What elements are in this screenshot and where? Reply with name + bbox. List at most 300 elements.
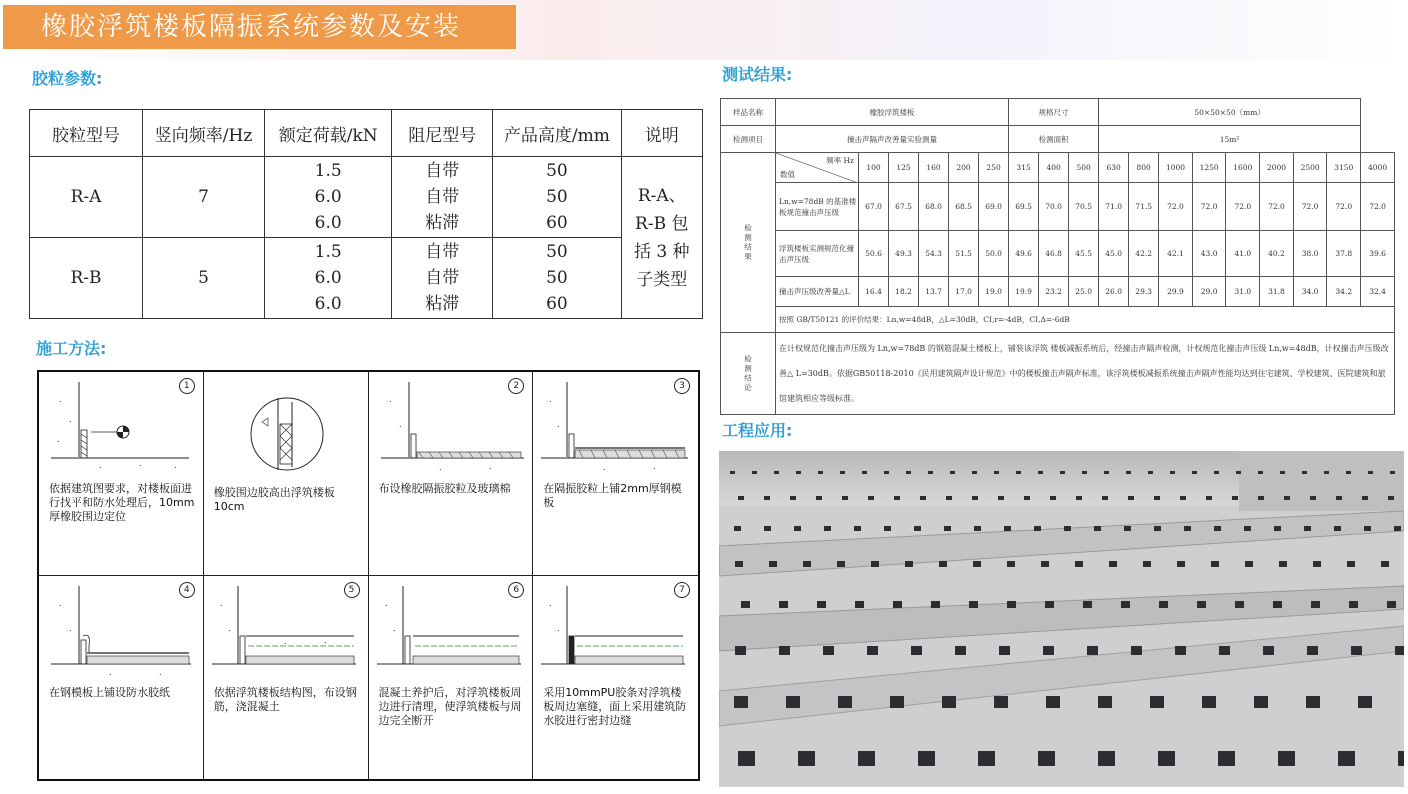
step-caption: 采用10mmPU胶条对浮筑楼板周边塞缝，面上采用建筑防水胶进行密封边缝: [543, 685, 687, 727]
isolator-block: [1279, 561, 1287, 567]
isolator-block: [1060, 471, 1065, 474]
isolator-block: [1109, 561, 1117, 567]
isolator-block: [1218, 751, 1235, 766]
table-row: [721, 99, 1395, 126]
isolator-block: [905, 561, 913, 567]
isolator-block: [823, 646, 834, 655]
isolator-block: [1087, 646, 1098, 655]
freq-cell: 500: [1069, 153, 1099, 183]
isolator-block: [950, 471, 955, 474]
isolator-block: [1214, 526, 1221, 531]
note-cell: R-A、 R-B 包 括 3 种 子类型: [621, 157, 702, 319]
value-cell: 42.1: [1159, 231, 1193, 277]
isolator-block: [824, 526, 831, 531]
value-cell: 70.5: [1069, 183, 1099, 231]
isolator-block: [867, 646, 878, 655]
isolator-block: [955, 646, 966, 655]
value-cell: 16.4: [859, 277, 889, 307]
isolator-block: [837, 561, 845, 567]
step-caption: 在隔振胶粒上铺2mm厚钢模板: [543, 482, 682, 509]
step-caption: 布设橡胶隔振胶粒及玻璃棉: [378, 482, 511, 495]
isolator-block: [1121, 601, 1130, 608]
svg-text:.: .: [99, 461, 102, 470]
row-label: 撞击声压级改善量△L: [776, 277, 859, 307]
isolator-block: [794, 526, 801, 531]
isolator-block: [798, 751, 815, 766]
isolator-block: [1034, 526, 1041, 531]
value-cell: 72.0: [1327, 183, 1361, 231]
isolator-block: [1098, 696, 1112, 708]
load-cell: 1.5 6.0 6.0: [265, 157, 392, 238]
header-cell: 产品高度/mm: [493, 110, 621, 157]
value-cell: 70.0: [1039, 183, 1069, 231]
isolator-block: [730, 471, 735, 474]
row-label: Ln,w=78dB 的基准楼板规范撞击声压级: [776, 183, 859, 231]
isolator-block: [884, 471, 889, 474]
table-row: [721, 231, 1395, 277]
table-row: [721, 183, 1395, 231]
step-number-badge: 5: [344, 582, 360, 598]
freq-cell: 7: [142, 157, 264, 238]
table-row: [721, 277, 1395, 307]
isolator-block: [911, 646, 922, 655]
header-cell: 说明: [621, 110, 702, 157]
isolator-block: [1387, 601, 1396, 608]
isolator-block: [1349, 601, 1358, 608]
svg-text:.: .: [174, 461, 177, 470]
value-cell: 72.0: [1260, 183, 1294, 231]
isolator-block: [999, 646, 1010, 655]
isolator-block: [1016, 471, 1021, 474]
svg-text:.: .: [57, 435, 60, 444]
isolator-block: [944, 526, 951, 531]
isolator-block: [1007, 601, 1016, 608]
freq-cell: 200: [949, 153, 979, 183]
isolator-block: [1158, 751, 1175, 766]
header-cell: 额定荷载/kN: [265, 110, 392, 157]
step-caption: 依据建筑图要求，对楼板面进行找平和防水处理后，10mm厚橡胶围边定位: [49, 482, 195, 523]
value-cell: 72.0: [1361, 183, 1395, 231]
isolator-block: [931, 601, 940, 608]
freq-cell: 630: [1099, 153, 1129, 183]
value-cell: 23.2: [1039, 277, 1069, 307]
isolator-block: [1197, 601, 1206, 608]
isolator-block: [779, 601, 788, 608]
value-cell: 13.7: [919, 277, 949, 307]
isolator-block: [1076, 496, 1082, 500]
isolator-block: [1336, 496, 1342, 500]
spec-value: 50×50×50（mm）: [1099, 99, 1361, 126]
step-cell: [39, 372, 204, 576]
step-number-badge: 3: [674, 378, 690, 394]
value-cell: 50.6: [859, 231, 889, 277]
freq-cell: 250: [979, 153, 1009, 183]
svg-text:.: .: [323, 635, 327, 645]
value-cell: 49.6: [1009, 231, 1039, 277]
isolator-block: [1159, 601, 1168, 608]
isolator-block: [972, 471, 977, 474]
isolator-block: [764, 496, 770, 500]
freq-cell: 4000: [1361, 153, 1395, 183]
value-cell: 25.0: [1069, 277, 1099, 307]
freq-cell: 1250: [1192, 153, 1226, 183]
isolator-block: [1304, 526, 1311, 531]
isolator-block: [894, 496, 900, 500]
isolator-block: [1324, 471, 1329, 474]
svg-text:.: .: [653, 462, 656, 471]
isolator-block: [1094, 526, 1101, 531]
isolator-block: [969, 601, 978, 608]
isolator-block: [1306, 696, 1320, 708]
header-cell: 胶粒型号: [30, 110, 143, 157]
value-cell: 37.8: [1327, 231, 1361, 277]
freq-cell: 1600: [1226, 153, 1260, 183]
svg-text:.: .: [159, 667, 162, 677]
isolator-block: [890, 696, 904, 708]
isolator-block: [738, 496, 744, 500]
model-cell: R-A: [30, 157, 143, 238]
isolator-block: [918, 751, 935, 766]
isolator-block: [1258, 496, 1264, 500]
value-cell: 26.0: [1099, 277, 1129, 307]
model-cell: R-B: [30, 238, 143, 319]
isolator-block: [1180, 496, 1186, 500]
freq-cell: 160: [919, 153, 949, 183]
isolator-block: [1045, 601, 1054, 608]
value-cell: 46.8: [1039, 231, 1069, 277]
step-caption: 依据浮筑楼板结构图，布设钢筋，浇混凝土: [213, 685, 357, 713]
svg-text:.: .: [603, 463, 606, 472]
isolator-block: [1232, 496, 1238, 500]
freq-cell: 400: [1039, 153, 1069, 183]
value-cell: 29.9: [1159, 277, 1193, 307]
isolator-block: [734, 526, 741, 531]
isolator-block: [1395, 646, 1404, 655]
value-cell: 54.3: [919, 231, 949, 277]
table-row: [30, 157, 703, 238]
step-cell: [369, 576, 534, 780]
isolator-block: [816, 496, 822, 500]
params-table: [29, 109, 703, 319]
isolator-block: [928, 471, 933, 474]
area-value: 15m²: [1099, 126, 1361, 153]
isolator-block: [884, 526, 891, 531]
isolator-block: [1358, 696, 1372, 708]
freq-cell: 1000: [1159, 153, 1193, 183]
isolator-block: [1098, 751, 1115, 766]
damping-cell: 自带 自带 粘滞: [392, 238, 493, 319]
value-cell: 31.0: [1226, 277, 1260, 307]
value-cell: 17.0: [949, 277, 979, 307]
result-side-label: 检测结果: [721, 153, 776, 333]
isolator-block: [1192, 471, 1197, 474]
svg-text:.: .: [59, 395, 62, 404]
isolator-block: [1154, 526, 1161, 531]
isolator-block: [1038, 471, 1043, 474]
isolator-block: [738, 751, 755, 766]
item-label: 检测项目: [721, 126, 776, 153]
isolator-block: [817, 601, 826, 608]
conclusion-text: 在计权规范化撞击声压级为 Ln,w=78dB 的钢筋混凝土楼板上，铺装该浮筑 楼板减振系统后，经撞击声隔声检测，计权规范化撞击声压级 Ln,w=48dB，计权撞击声压级改善△ L=30dB。依据GB50118-2010《民用建筑隔声设计规范》中的楼板撞击声隔声标准，该浮筑楼板减振系统撞击声隔声性能均达到住宅建筑、学校建筑、医院建筑和旅馆建筑相应等级标准。: [776, 333, 1395, 415]
isolator-block: [1351, 646, 1362, 655]
step-number-badge: 1: [179, 378, 195, 394]
value-cell: 69.5: [1009, 183, 1039, 231]
isolator-block: [1082, 471, 1087, 474]
value-cell: 42.2: [1129, 231, 1159, 277]
isolator-block: [893, 601, 902, 608]
value-cell: 39.6: [1361, 231, 1395, 277]
svg-text:.: .: [384, 598, 388, 608]
isolator-block: [1046, 696, 1060, 708]
step-number-badge: 7: [674, 582, 690, 598]
step-cell: [533, 372, 698, 576]
section-title-application: 工程应用:: [722, 421, 793, 440]
step-cell: [369, 372, 534, 576]
project-photo: [719, 451, 1404, 787]
step-cell: [39, 576, 204, 780]
freq-cell: 315: [1009, 153, 1039, 183]
value-cell: 72.0: [1293, 183, 1327, 231]
freq-cell: 800: [1129, 153, 1159, 183]
isolator-block: [752, 471, 757, 474]
svg-text:.: .: [557, 623, 560, 633]
isolator-block: [735, 561, 743, 567]
isolator-block: [1347, 561, 1355, 567]
value-cell: 69.0: [979, 183, 1009, 231]
svg-text:.: .: [69, 415, 72, 424]
isolator-block: [803, 561, 811, 567]
isolator-block: [818, 471, 823, 474]
value-cell: 71.0: [1099, 183, 1129, 231]
svg-text:.: .: [398, 420, 402, 429]
isolator-block: [764, 526, 771, 531]
value-cell: 32.4: [1361, 277, 1395, 307]
table-row: [721, 307, 1395, 333]
height-cell: 50 50 60: [493, 238, 621, 319]
value-cell: 72.0: [1226, 183, 1260, 231]
isolator-block: [1131, 646, 1142, 655]
isolator-block: [974, 526, 981, 531]
isolator-block: [868, 496, 874, 500]
isolator-block: [1128, 496, 1134, 500]
isolator-block: [914, 526, 921, 531]
step-caption: 混凝土养护后，对浮筑楼板周边进行清理，使浮筑楼板与周边完全断开: [378, 685, 522, 727]
header-cell: 阻尼型号: [392, 110, 493, 157]
isolator-block: [1043, 646, 1054, 655]
isolator-block: [854, 526, 861, 531]
isolator-block: [972, 496, 978, 500]
isolator-block: [1381, 561, 1389, 567]
evaluation-text: 按照 GB/T50121 的评价结果：Ln,w=48dB，△L=30dB，CI,r=-4dB，CI,Δ=-6dB: [776, 307, 1395, 333]
isolator-block: [1394, 526, 1401, 531]
isolator-block: [1102, 496, 1108, 500]
row-label: 浮筑楼板实测规范化撞击声压级: [776, 231, 859, 277]
isolator-block: [774, 471, 779, 474]
isolator-block: [1050, 496, 1056, 500]
isolator-block: [1364, 526, 1371, 531]
value-cell: 18.2: [889, 277, 919, 307]
isolator-block: [1038, 751, 1055, 766]
value-cell: 51.5: [949, 231, 979, 277]
svg-text:.: .: [488, 462, 492, 471]
step-number-badge: 4: [179, 582, 195, 598]
conclusion-side-label: 检测结论: [721, 333, 776, 415]
isolator-block: [1338, 751, 1355, 766]
item-value: 撞击声隔声改善量实验测量: [776, 126, 1009, 153]
isolator-block: [769, 561, 777, 567]
isolator-block: [1311, 601, 1320, 608]
isolator-block: [1041, 561, 1049, 567]
isolator-block: [790, 496, 796, 500]
isolator-block: [906, 471, 911, 474]
value-cell: 43.0: [1192, 231, 1226, 277]
isolator-block: [1398, 751, 1404, 766]
isolator-block: [1310, 496, 1316, 500]
value-cell: 38.0: [1293, 231, 1327, 277]
header-cell: 竖向频率/Hz: [142, 110, 264, 157]
freq-cell: 3150: [1327, 153, 1361, 183]
load-cell: 1.5 6.0 6.0: [265, 238, 392, 319]
freq-cell: 2000: [1260, 153, 1294, 183]
isolator-block: [779, 646, 790, 655]
page-title-banner: 橡胶浮筑楼板隔振系统参数及安装: [3, 5, 516, 49]
isolator-block: [1170, 471, 1175, 474]
isolator-block: [1083, 601, 1092, 608]
value-cell: 41.0: [1226, 231, 1260, 277]
isolator-block: [994, 696, 1008, 708]
isolator-block: [939, 561, 947, 567]
value-cell: 72.0: [1192, 183, 1226, 231]
isolator-block: [1214, 471, 1219, 474]
isolator-block: [786, 696, 800, 708]
isolator-block: [1346, 471, 1351, 474]
isolator-block: [741, 601, 750, 608]
isolator-block: [1307, 646, 1318, 655]
step-cell: [204, 576, 369, 780]
diagonal-header: 频率 Hz 数值: [776, 153, 859, 183]
height-cell: 50 50 60: [493, 157, 621, 238]
sample-value: 橡胶浮筑楼板: [776, 99, 1009, 126]
value-cell: 34.0: [1293, 277, 1327, 307]
isolator-block: [1368, 471, 1373, 474]
isolator-block: [871, 561, 879, 567]
isolator-block: [1177, 561, 1185, 567]
svg-text:.: .: [59, 598, 62, 608]
isolator-block: [1148, 471, 1153, 474]
step-number-badge: 6: [508, 582, 524, 598]
isolator-block: [842, 496, 848, 500]
isolator-block: [1104, 471, 1109, 474]
isolator-block: [1244, 526, 1251, 531]
value-cell: 45.5: [1069, 231, 1099, 277]
value-cell: 40.2: [1260, 231, 1294, 277]
section-title-params: 胶粒参数:: [32, 69, 103, 88]
isolator-block: [1313, 561, 1321, 567]
value-cell: 34.2: [1327, 277, 1361, 307]
isolator-block: [1219, 646, 1230, 655]
section-title-method: 施工方法:: [36, 339, 107, 358]
svg-text:.: .: [219, 598, 223, 608]
isolator-block: [1302, 471, 1307, 474]
table-row: [721, 126, 1395, 153]
value-cell: 50.0: [979, 231, 1009, 277]
svg-text:.: .: [69, 623, 72, 633]
isolator-block: [1184, 526, 1191, 531]
isolator-block: [1280, 471, 1285, 474]
table-row: [721, 333, 1395, 415]
isolator-block: [1143, 561, 1151, 567]
value-cell: 31.8: [1260, 277, 1294, 307]
svg-text:.: .: [283, 636, 287, 646]
isolator-block: [1258, 471, 1263, 474]
isolator-block: [920, 496, 926, 500]
value-cell: 68.0: [919, 183, 949, 231]
freq-cell: 100: [859, 153, 889, 183]
step-caption: 橡胶围边胶高出浮筑楼板10cm: [213, 486, 335, 513]
isolator-block: [862, 471, 867, 474]
isolator-block: [840, 471, 845, 474]
step-cell: [533, 576, 698, 780]
value-cell: 67.5: [889, 183, 919, 231]
isolator-block: [994, 471, 999, 474]
isolator-block: [1362, 496, 1368, 500]
step-number-badge: 2: [508, 378, 524, 394]
isolator-block: [1154, 496, 1160, 500]
building-wall: [1239, 451, 1404, 511]
isolator-block: [796, 471, 801, 474]
isolator-block: [1274, 526, 1281, 531]
damping-cell: 自带 自带 粘滞: [392, 157, 493, 238]
results-table: [720, 98, 1395, 415]
svg-text:.: .: [549, 598, 552, 608]
isolator-block: [973, 561, 981, 567]
freq-header-row: [721, 153, 1395, 183]
value-cell: 29.3: [1129, 277, 1159, 307]
spec-label: 规格尺寸: [1009, 99, 1099, 126]
value-cell: 72.0: [1159, 183, 1193, 231]
isolator-block: [1254, 696, 1268, 708]
isolator-block: [1278, 751, 1295, 766]
value-cell: 67.0: [859, 183, 889, 231]
step-caption: 在钢模板上铺设防水胶纸: [49, 685, 170, 699]
value-cell: 49.3: [889, 231, 919, 277]
detail-circle-icon: [204, 372, 369, 477]
isolator-block: [1075, 561, 1083, 567]
isolator-block: [734, 696, 748, 708]
isolator-block: [1124, 526, 1131, 531]
isolator-block: [1024, 496, 1030, 500]
isolator-block: [1388, 496, 1394, 500]
area-label: 检测面积: [1009, 126, 1099, 153]
isolator-block: [998, 496, 1004, 500]
isolator-block: [1263, 646, 1274, 655]
sample-label: 样品名称: [721, 99, 776, 126]
params-header-row: [30, 110, 703, 157]
isolator-block: [838, 696, 852, 708]
isolator-block: [1245, 561, 1253, 567]
isolator-block: [978, 751, 995, 766]
svg-text:.: .: [549, 395, 552, 404]
freq-cell: 125: [889, 153, 919, 183]
isolator-block: [1284, 496, 1290, 500]
value-cell: 19.0: [979, 277, 1009, 307]
svg-text:.: .: [109, 667, 112, 677]
freq-cell: 2500: [1293, 153, 1327, 183]
isolator-block: [735, 646, 746, 655]
isolator-block: [1235, 601, 1244, 608]
isolator-block: [1064, 526, 1071, 531]
svg-text:.: .: [227, 623, 231, 633]
